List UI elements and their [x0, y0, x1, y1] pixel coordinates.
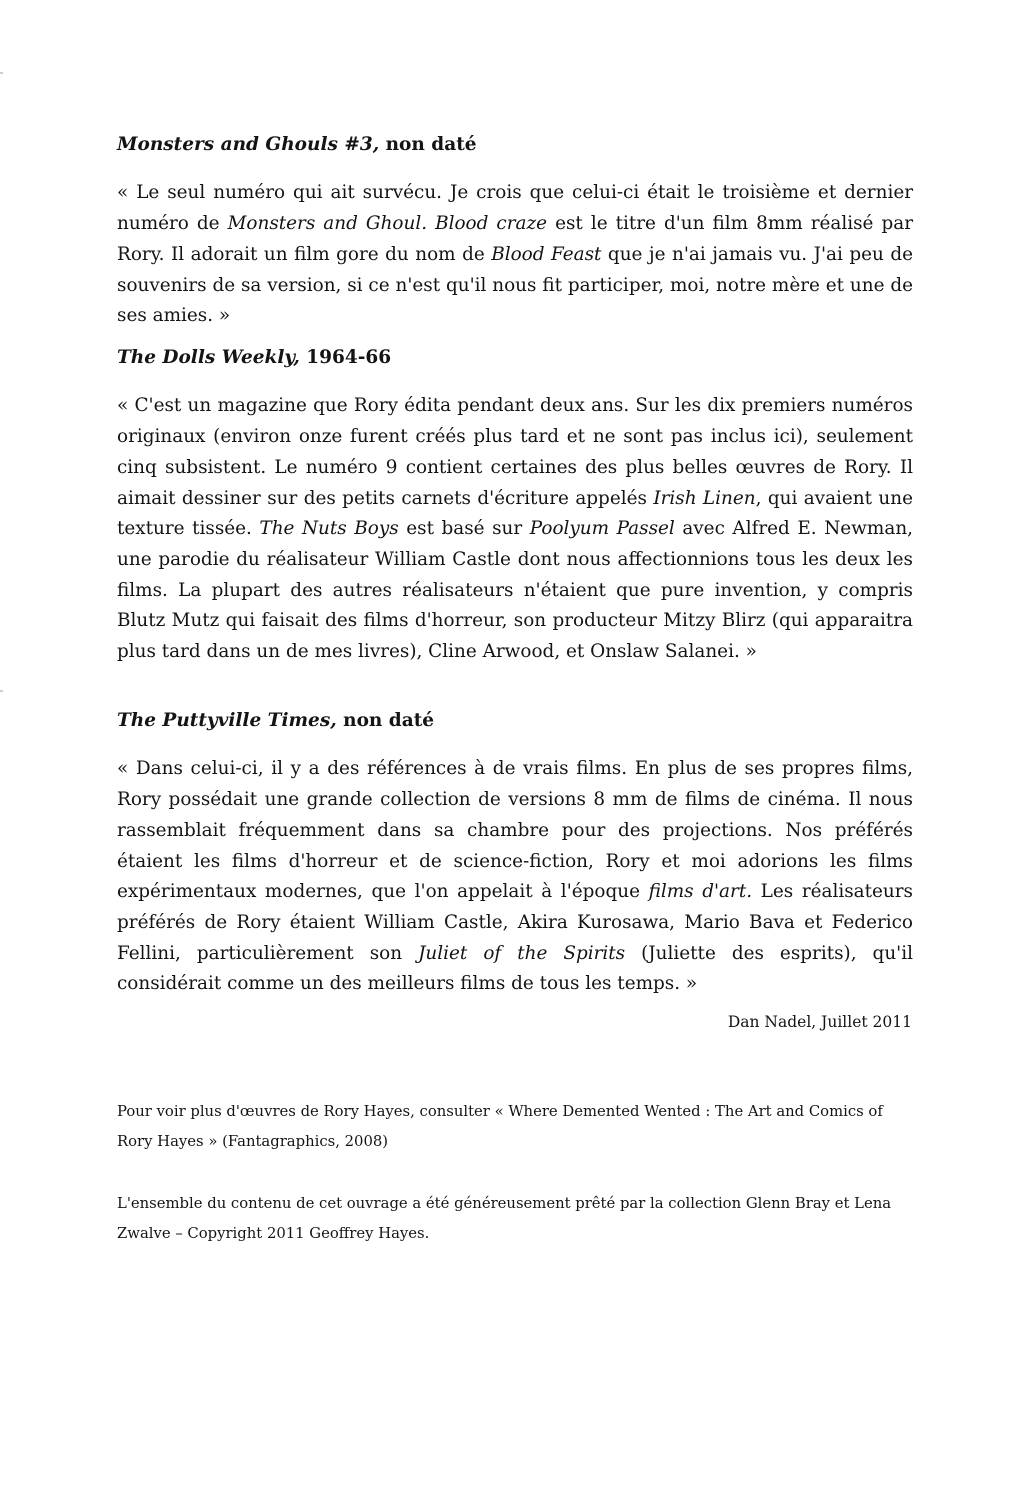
scan-edge-mark — [0, 72, 3, 74]
entry-title — [117, 705, 913, 736]
further-reading-note: Pour voir plus d'œuvres de Rory Hayes, consulter « Where Demented Wented : The Art and Comics of Rory Hayes » (Fantagraphics, 2008) — [117, 1103, 883, 1150]
body-text: « Le seul numéro qui ait survécu. Je crois que celui-ci était le troisième et dernier numéro de — [117, 182, 913, 235]
body-italic-text: Poolyum Passel — [529, 518, 675, 540]
body-text: , qui avaient une texture tissée. — [117, 487, 913, 540]
body-italic-text: films d'art. — [648, 881, 753, 903]
body-text: est basé sur — [398, 518, 530, 540]
copyright-note: L'ensemble du contenu de cet ouvrage a été généreusement prêté par la collection Glenn Bray et Lena Zwalve – Copyright 2011 Geoffrey Hayes. — [117, 1195, 892, 1242]
entry-title-date: non daté — [379, 134, 477, 155]
entry-title-date: non daté — [336, 710, 435, 731]
entry-title-italic: The Puttyville Times, — [117, 710, 337, 731]
entry-body — [117, 391, 913, 667]
entry-title-date: 1964-66 — [299, 347, 392, 368]
body-italic-text: Blood Feast — [491, 243, 602, 265]
author-signature: Dan Nadel, Juillet 2011 — [727, 1013, 912, 1031]
body-italic-text: The Nuts Boys — [259, 518, 399, 540]
body-italic-text: Juliet of the Spirits — [418, 942, 626, 964]
body-text: est le titre d'un film 8mm réalisé par Rory. Il adorait un film gore du nom de — [117, 213, 913, 265]
entry-title — [117, 342, 913, 373]
body-italic-text: Irish Linen — [653, 487, 756, 509]
body-italic-text: Monsters and Ghoul. Blood craze — [227, 213, 548, 235]
body-text: que je n'ai jamais vu. J'ai peu de souvenirs de sa version, si ce n'est qu'il nous fit participer, moi, notre mère et une de ses amies. » — [117, 243, 914, 327]
body-text: (Juliette des esprits), qu'il considérait comme un des meilleurs films de tous les temps. » — [117, 942, 913, 995]
body-text: « Dans celui-ci, il y a des références à de vrais films. En plus de ses propres films, Rory possédait une grande collection de versions 8 mm de films de cinéma. Il nous rassemblait fréquemment dans sa chambre pour des projections. Nos préférés étaient les films d'horreur et de science-fiction, Rory et moi adorions les films expérimentaux modernes, que l'on appelait à l'époque — [117, 758, 913, 903]
entry-title-italic: The Dolls Weekly, — [117, 347, 300, 368]
entry-monsters-and-ghouls — [117, 129, 913, 350]
body-text: « C'est un magazine que Rory édita pendant deux ans. Sur les dix premiers numéros originaux (environ onze furent créés plus tard et ne sont pas inclus ici), seulement cinq subsistent. Le numéro 9 contient certaines des plus belles œuvres de Rory. Il aimait dessiner sur des petits carnets d'écriture appelés — [117, 395, 913, 509]
entry-body — [117, 178, 913, 332]
entry-dolls-weekly — [117, 342, 913, 686]
entry-title-italic: Monsters and Ghouls #3, — [117, 134, 380, 155]
body-text: Les réalisateurs préférés de Rory étaient William Castle, Akira Kurosawa, Mario Bava et Federico Fellini, particulièrement son — [117, 881, 913, 964]
body-text: avec Alfred E. Newman, une parodie du réalisateur William Castle dont nous affectionnions tous les deux les films. La plupart des autres réalisateurs n'étaient que pure invention, y compris Blutz Mutz qui faisait des films d'horreur, son producteur Mitzy Blirz (qui apparaitra plus tard dans un de mes livres), Cline Arwood, et Onslaw Salanei. » — [117, 518, 914, 663]
entry-puttyville-times — [117, 705, 913, 1018]
scan-edge-mark — [0, 690, 3, 692]
entry-title — [117, 129, 913, 160]
entry-body — [117, 754, 913, 1000]
